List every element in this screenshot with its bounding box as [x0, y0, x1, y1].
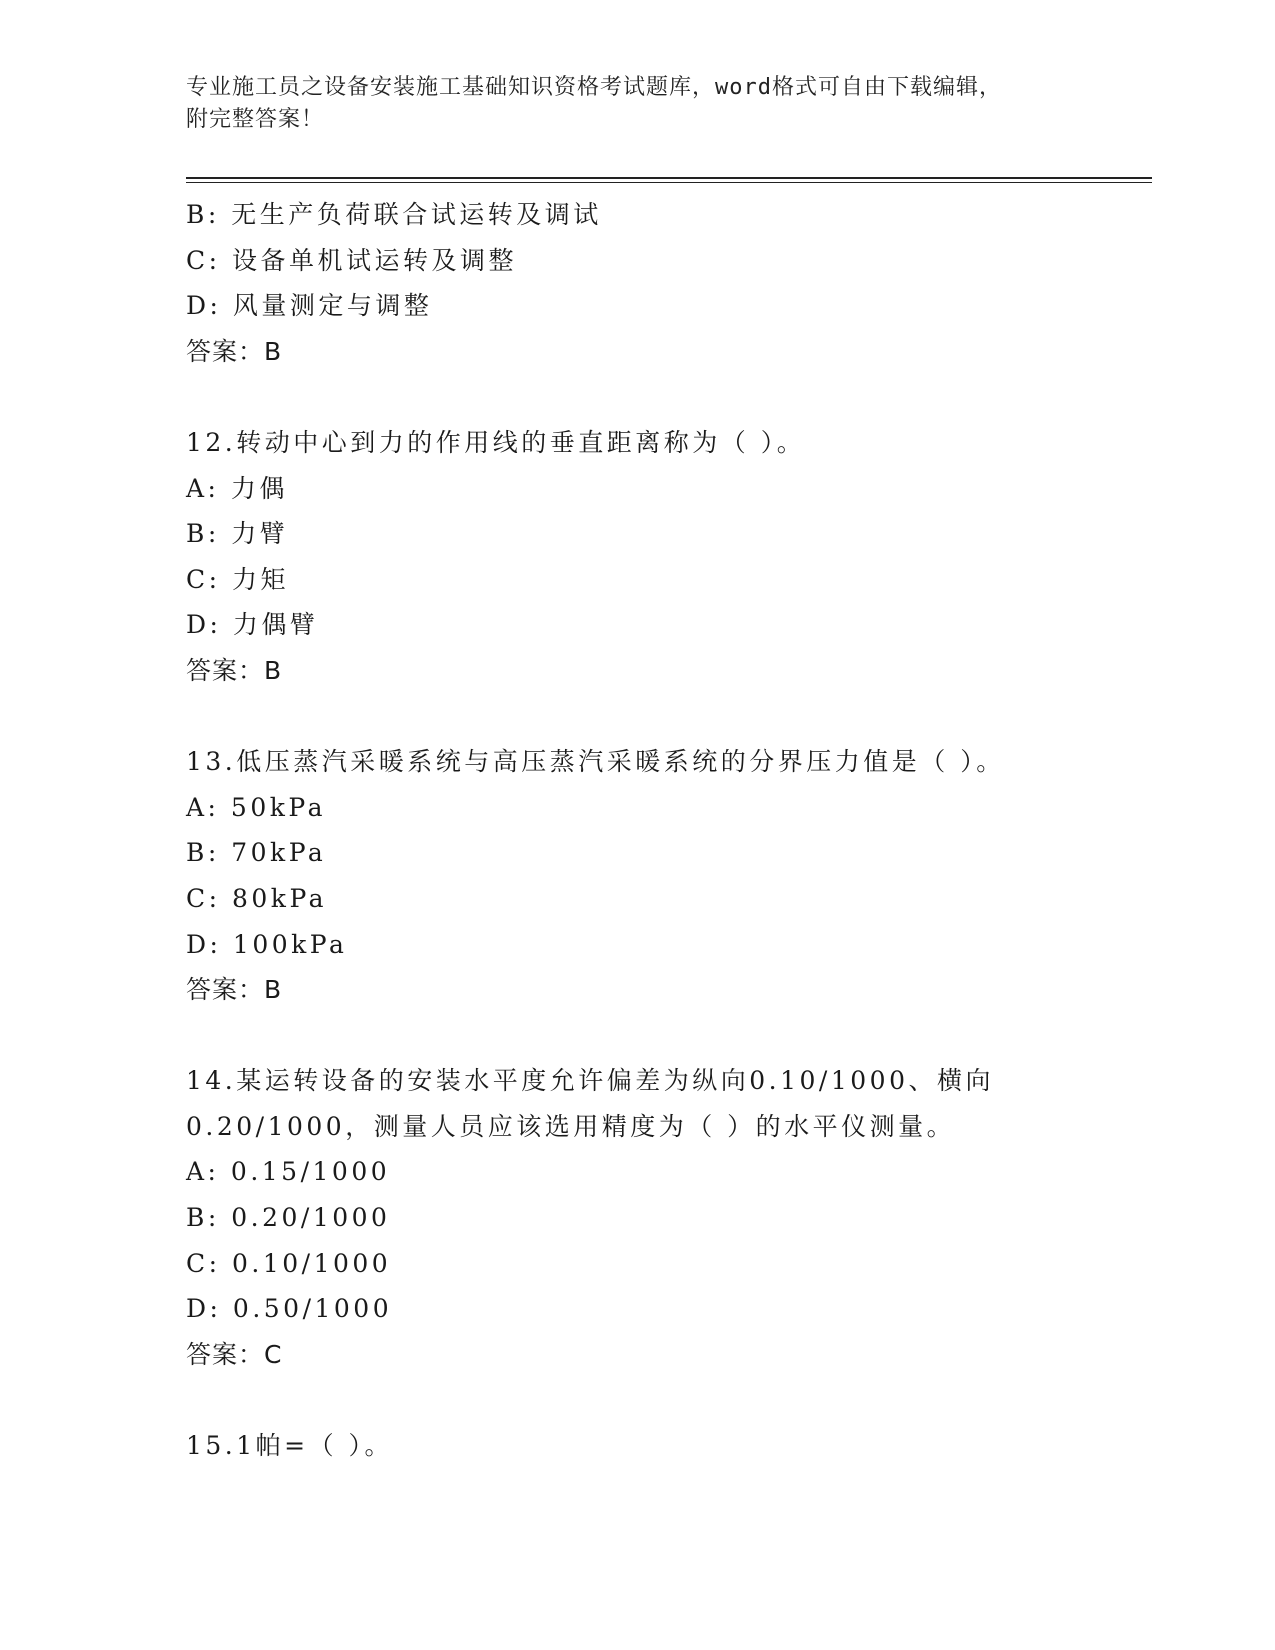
q12-option-c: C: 力矩 — [186, 564, 289, 594]
q13-stem: 13.低压蒸汽采暖系统与高压蒸汽采暖系统的分界压力值是（ ）。 — [186, 747, 1005, 777]
q14-stem-line-2: 0.20/1000，测量人员应该选用精度为（ ）的水平仪测量。 — [186, 1111, 956, 1141]
q12-answer: 答案：B — [186, 655, 283, 685]
q15-stem: 15.1帕=（ ）。 — [186, 1431, 394, 1461]
q14-option-b: B: 0.20/1000 — [186, 1203, 391, 1233]
q12-option-b: B: 力臂 — [186, 519, 289, 549]
header-divider — [186, 177, 1152, 183]
q11-option-c: C: 设备单机试运转及调整 — [186, 245, 517, 275]
q13-answer: 答案：B — [186, 975, 283, 1005]
q14-answer: 答案：C — [186, 1339, 283, 1369]
q13-option-a: A: 50kPa — [186, 792, 326, 822]
header-line-1: 专业施工员之设备安装施工基础知识资格考试题库，word格式可自由下载编辑， — [186, 75, 1002, 100]
q14-option-c: C: 0.10/1000 — [186, 1248, 392, 1278]
document-header — [186, 72, 1066, 136]
q13-option-c: C: 80kPa — [186, 883, 328, 913]
q11-option-d: D: 风量测定与调整 — [186, 291, 433, 321]
q14-stem-line-1: 14.某运转设备的安装水平度允许偏差为纵向0.10/1000、横向 — [186, 1066, 994, 1096]
spacer — [186, 1377, 1146, 1423]
question-list — [186, 192, 1146, 1469]
q13-option-d: D: 100kPa — [186, 929, 348, 959]
q11-option-b: B: 无生产负荷联合试运转及调试 — [186, 200, 602, 229]
q11-answer: 答案：B — [186, 336, 283, 366]
spacer — [186, 1013, 1146, 1059]
header-line-2: 附完整答案！ — [186, 107, 325, 132]
q14-option-a: A: 0.15/1000 — [186, 1157, 391, 1187]
q12-option-d: D: 力偶臂 — [186, 610, 319, 640]
q12-stem: 12.转动中心到力的作用线的垂直距离称为（ ）。 — [186, 427, 806, 457]
spacer — [186, 694, 1146, 740]
q13-option-b: B: 70kPa — [186, 838, 327, 868]
q12-option-a: A: 力偶 — [186, 473, 288, 503]
q14-option-d: D: 0.50/1000 — [186, 1294, 393, 1324]
spacer — [186, 374, 1146, 420]
